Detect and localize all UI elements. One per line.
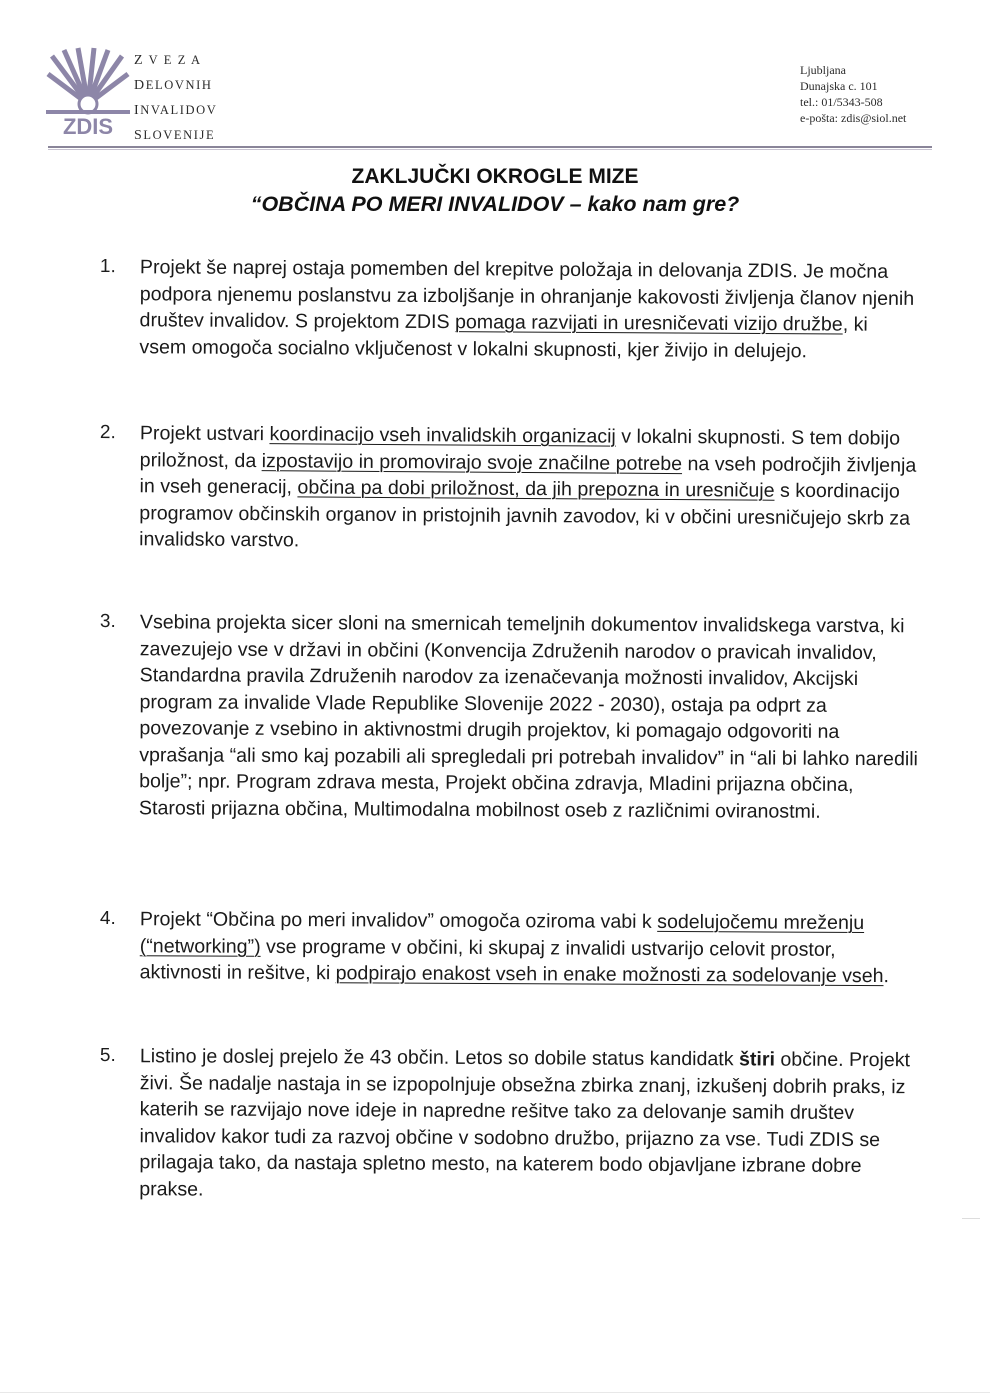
underlined-text: izpostavijo in promovirajo svoje značilne potrebe	[261, 449, 683, 475]
org-line: SLOVENIJE	[134, 128, 216, 143]
item-text	[139, 609, 920, 825]
text-run: v lokalni skupnosti. S tem dobijo priložnost, da	[139, 425, 901, 472]
contact-city: Ljubljana	[800, 63, 846, 77]
underlined-text: podpirajo enakost vseh in enake možnosti za sodelovanje vseh	[335, 962, 884, 988]
text-run: vse programe v občini, ki skupaj z invalidi ustvarijo celovit prostor, aktivnosti in rešitve, ki	[139, 935, 836, 985]
letterhead-divider	[48, 146, 932, 148]
org-line: INVALIDOV	[134, 103, 218, 118]
text-run: na vseh področjih življenja in vseh generacij,	[139, 452, 917, 499]
scan-edge-mark	[962, 1218, 980, 1233]
conclusion-item	[99, 420, 920, 558]
zdis-logo	[46, 46, 130, 136]
conclusion-item	[99, 1043, 920, 1206]
contact-street: Dunajska c. 101	[800, 79, 878, 93]
underlined-text: občina pa dobi priložnost, da jih prepozna in uresničuje	[297, 476, 775, 502]
contact-block	[800, 62, 906, 126]
org-line: Z V E Z A	[134, 53, 202, 68]
document-subtitle: “OBČINA PO MERI INVALIDOV – kako nam gre?	[250, 192, 740, 216]
svg-text:ZDIS: ZDIS	[62, 114, 114, 136]
text-run: .	[883, 965, 890, 988]
conclusion-item	[99, 254, 920, 365]
text-run: Vsebina projekta sicer sloni na smernicah temeljnih dokumentov invalidskega varstva, ki zavezujejo vse v državi in občini (Konvencija Združenih narodov o pravicah invalidov, Standardna pravila Združenih narodov za izenačevanja možnosti invalidov, Akcijski program za invalide Vlade Republike Slovenije 2022 - 2030), ostaja pa odprt za povezovanje z vsebino in aktivnostmi drugih projektov, ki pomagajo odgovoriti na vprašanja “ali smo kaj pozabili ali spregledali pri potrebah invalidov” in “ali bi lahko naredili bolje”; npr. Program zdrava mesta, Projekt občina zdravja, Mladini prijazna občina, Starosti prijazna občina, Multimodalna mobilnost oseb z različnimi oviranostmi.	[138, 611, 919, 823]
conclusion-item	[99, 609, 920, 825]
text-run: , ki vsem omogoča socialno vključenost v lokalni skupnosti, kjer živijo in delujejo.	[139, 313, 868, 362]
text-run: s koordinacijo programov občinskih organov in pristojnih javnih zavodov, ki v občini uresničujejo skrb za invalidsko varstvo.	[139, 479, 911, 552]
contact-email: e-pošta: zdis@siol.net	[800, 111, 907, 125]
document-title: ZAKLJUČKI OKROGLE MIZE	[351, 165, 639, 188]
text-run: Projekt še naprej ostaja pomemben del krepitve položaja in delovanja ZDIS. Je močna podpora njenemu poslanstvu za izboljšanje in ohranjanje kakovosti življenja članov njenih društev invalidov. S projektom ZDIS	[139, 256, 915, 334]
underlined-text: koordinacijo vseh invalidskih organizacij	[269, 423, 616, 448]
organization-name	[134, 48, 217, 148]
underlined-text: pomaga razvijati in uresničevati vizijo družbe	[454, 311, 843, 336]
contact-phone: tel.: 01/5343-508	[800, 95, 883, 109]
item-number: 2.	[99, 421, 116, 444]
item-text	[139, 1043, 920, 1206]
item-number: 3.	[99, 611, 116, 633]
text-run: Projekt “Občina po meri invalidov” omogoča oziroma vabi k	[139, 908, 658, 933]
text-run: Projekt ustvari	[139, 422, 270, 446]
item-number: 5.	[99, 1045, 116, 1067]
bold-text: štiri	[738, 1048, 775, 1071]
text-run: občine. Projekt živi. Še nadalje nastaja in se izpopolnjuje obsežna zbirka znanj, izkušenj dobrih praks, iz katerih se razvijajo nove ideje in napredne rešitve tako za delovanje samih društev invalidov kakor tudi za razvoj občine v sodobno družbo, prijazno za vse. Tudi ZDIS se prilagaja tako, da nastaja spletno mesto, na katerem bodo objavljane izbrane dobre prakse.	[139, 1048, 911, 1201]
item-text	[140, 906, 920, 990]
item-text	[139, 254, 920, 365]
text-run: Listino je doslej prejelo že 43 občin. Letos so dobile status kandidatk	[139, 1045, 740, 1071]
letterhead-divider-thin	[48, 149, 932, 150]
conclusion-item	[100, 906, 920, 990]
underlined-text: sodelujočemu mreženju (“networking”)	[139, 910, 865, 958]
org-line: DELOVNIH	[134, 78, 213, 93]
item-text	[139, 420, 920, 558]
item-number: 1.	[99, 255, 116, 278]
letterhead	[46, 46, 936, 150]
scan-bottom-edge	[0, 1392, 990, 1393]
item-number: 4.	[99, 908, 116, 930]
